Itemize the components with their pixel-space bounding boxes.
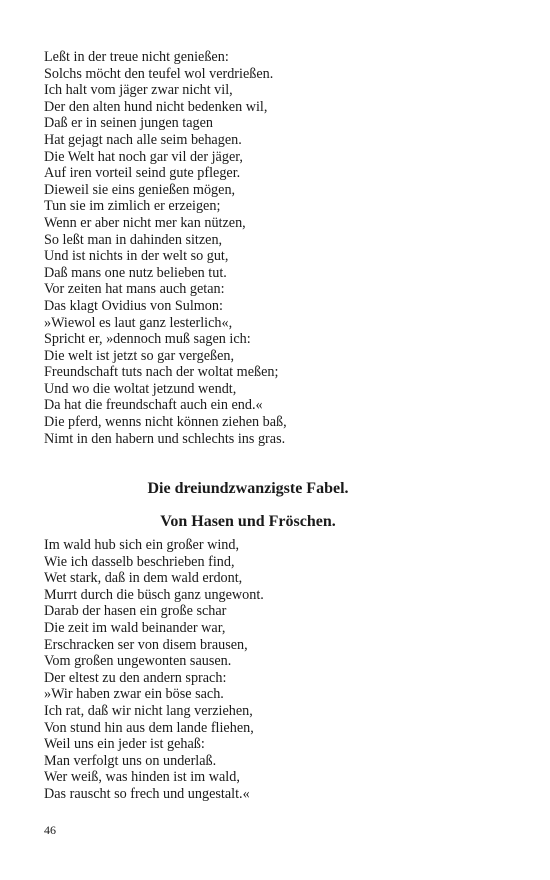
- page-number: 46: [44, 823, 56, 837]
- verse-line: Vom großen ungewonten sausen.: [44, 653, 232, 670]
- verse-line: Die Welt hat noch gar vil der jäger,: [44, 148, 243, 165]
- verse-line: Im wald hub sich ein großer wind,: [44, 537, 240, 553]
- verse-line: Das rauscht so frech und ungestalt.«: [44, 785, 250, 802]
- verse-line: Vor zeiten hat mans auch getan:: [44, 281, 225, 298]
- verse-line: Von stund hin aus dem lande fliehen,: [44, 719, 254, 736]
- verse-line: Auf iren vorteil seind gute pfleger.: [44, 165, 241, 182]
- verse-line: Hat gejagt nach alle seim behagen.: [44, 131, 242, 148]
- verse-line: Wer weiß, was hinden ist im wald,: [44, 769, 240, 786]
- verse-line: Wet stark, daß in dem wald erdont,: [44, 570, 243, 587]
- verse-line: Tun sie im zimlich er erzeigen;: [44, 198, 221, 215]
- verse-line: »Wiewol es laut ganz lesterlich«,: [44, 314, 233, 331]
- verse-line: Weil uns ein jeder ist gehaß:: [44, 736, 205, 753]
- verse-line: Der eltest zu den andern sprach:: [44, 669, 227, 686]
- verse-line: So leßt man in dahinden sitzen,: [44, 231, 223, 248]
- verse-line: Der den alten hund nicht bedenken wil,: [44, 98, 268, 115]
- verse-line: Das klagt Ovidius von Sulmon:: [44, 297, 223, 314]
- verse-line: Spricht er, »dennoch muß sagen ich:: [44, 331, 251, 348]
- verse-line: Erschracken ser von disem brausen,: [44, 636, 248, 653]
- verse-line: Wenn er aber nicht mer kan nützen,: [44, 214, 246, 231]
- verse-line: Und wo die woltat jetzund wendt,: [44, 380, 237, 397]
- verse-line: Nimt in den habern und schlechts ins gras.: [44, 430, 286, 447]
- poem-continued-stanza: [44, 49, 287, 447]
- verse-line: Die welt ist jetzt so gar vergeßen,: [44, 347, 235, 364]
- verse-line: Die pferd, wenns nicht können ziehen baß,: [44, 414, 287, 431]
- verse-line: Murrt durch die büsch ganz ungewont.: [44, 586, 264, 603]
- verse-line: Da hat die freundschaft auch ein end.«: [44, 397, 263, 414]
- verse-line: Solchs möcht den teufel wol verdrießen.: [44, 65, 274, 82]
- verse-line: Man verfolgt uns on underlaß.: [44, 752, 217, 769]
- verse-line: Die zeit im wald beinander war,: [44, 619, 226, 636]
- verse-line: Freundschaft tuts nach der woltat meßen;: [44, 364, 279, 381]
- verse-line: Ich rat, daß wir nicht lang verziehen,: [44, 702, 253, 719]
- verse-line: Daß er in seinen jungen tagen: [44, 115, 214, 132]
- verse-line: Und ist nichts in der welt so gut,: [44, 248, 229, 265]
- verse-line: Wie ich dasselb beschrieben find,: [44, 553, 235, 570]
- verse-line: Dieweil sie eins genießen mögen,: [44, 181, 236, 198]
- verse-line: Darab der hasen ein große schar: [44, 603, 227, 620]
- fable-title: Die dreiundzwanzigste Fabel.: [147, 480, 349, 497]
- fable-verse-stanza: [44, 537, 264, 803]
- verse-line: Daß mans one nutz belieben tut.: [44, 264, 227, 281]
- verse-line: Leßt in der treue nicht genießen:: [44, 49, 229, 65]
- fable-subtitle: Von Hasen und Fröschen.: [160, 513, 336, 530]
- verse-line: »Wir haben zwar ein böse sach.: [44, 686, 224, 703]
- verse-line: Ich halt vom jäger zwar nicht vil,: [44, 82, 233, 99]
